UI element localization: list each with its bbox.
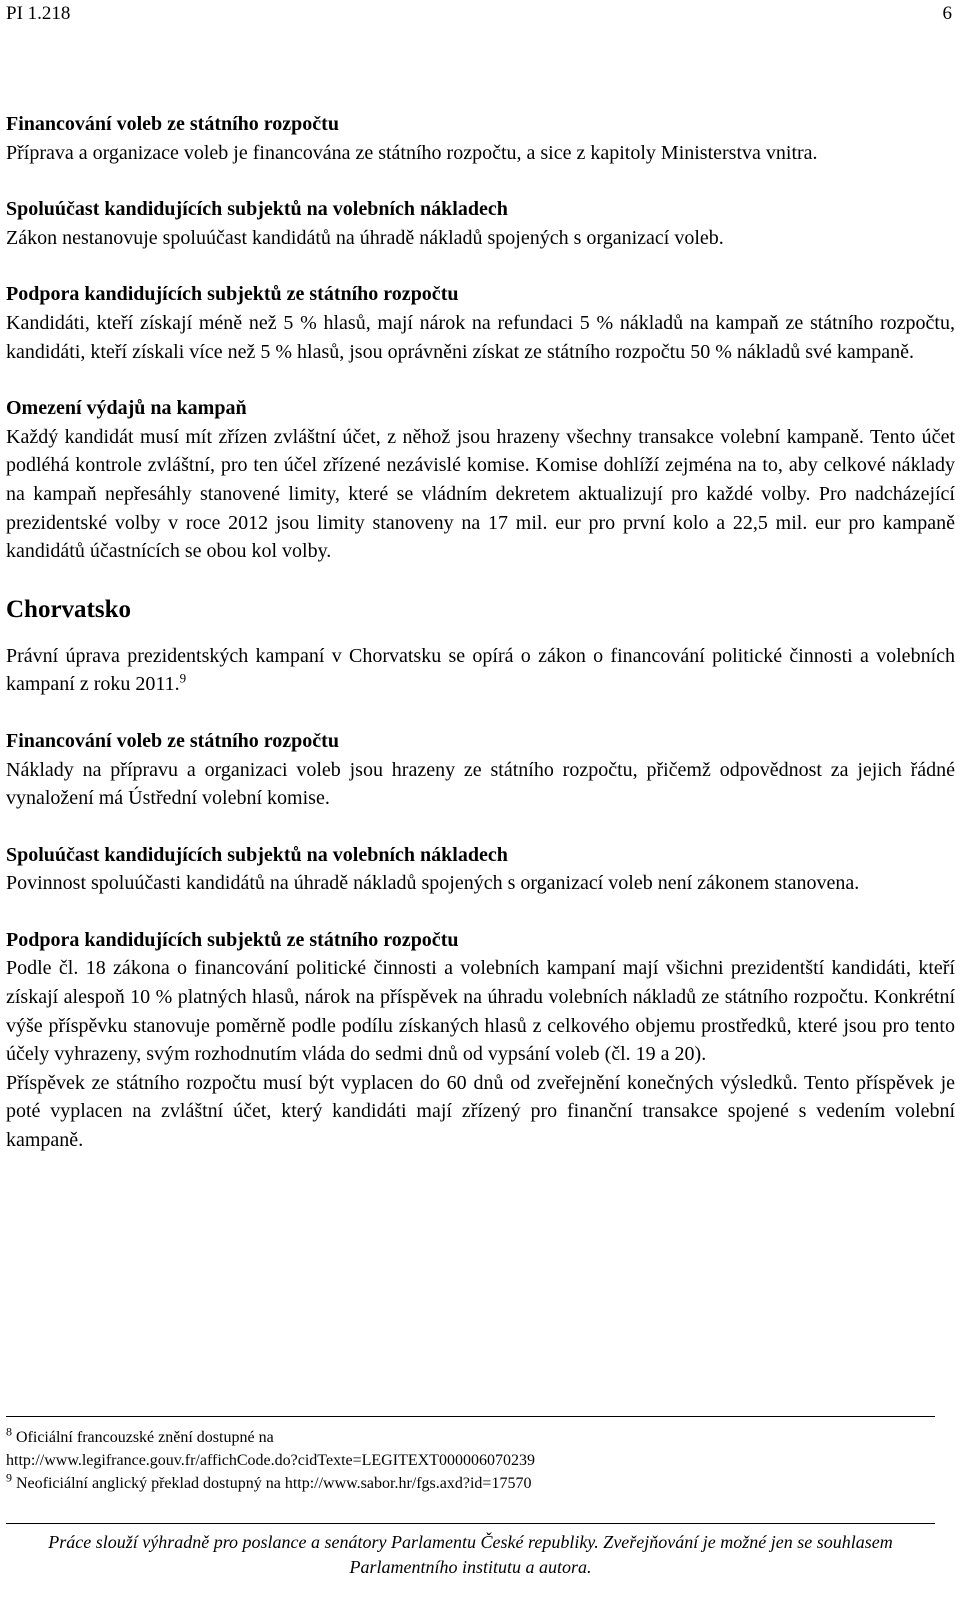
section-croatia-state-funding (6, 727, 955, 813)
section-state-funding (6, 110, 955, 167)
footnote-divider (6, 1416, 935, 1417)
footnote-reference: 9 (179, 670, 187, 686)
page-footer (6, 1523, 935, 1580)
section-heading: Spoluúčast kandidujících subjektů na volebních nákladech (6, 843, 508, 866)
footer-divider (6, 1523, 935, 1524)
section-heading: Financování voleb ze státního rozpočtu (6, 729, 339, 752)
section-paragraph: Příspěvek ze státního rozpočtu musí být vyplacen do 60 dnů od zveřejnění konečných výsledků. Tento příspěvek je poté vyplacen na zvláštní účet, který kandidáti mají zřízený pro finanční transakce spojené s vedením volební kampaně. (6, 1071, 955, 1152)
footnote-text: Oficiální francouzské znění dostupné na (16, 1429, 274, 1446)
section-paragraph: Náklady na přípravu a organizaci voleb jsou hrazeny ze státního rozpočtu, přičemž odpovědnost za jejich řádné vynaložení má Ústřední volební komise. (6, 758, 955, 810)
section-croatia-candidate-participation (6, 841, 955, 898)
footnotes (6, 1416, 935, 1495)
section-paragraph: Každý kandidát musí mít zřízen zvláštní účet, z něhož jsou hrazeny všechny transakce volební kampaně. Tento účet podléhá kontrole zvláštní, pro ten účel zřízené nezávislé komise. Komise dohlíží zejména na to, aby celkové náklady na kampaň nepřesáhly stanovené limity, které se vládním dekretem aktualizují pro každé volby. Pro nadcházející prezidentské volby v roce 2012 jsou limity stanoveny na 17 mil. eur pro první kolo a 22,5 mil. eur pro kampaně kandidátů účastnících se obou kol volby. (6, 425, 955, 563)
footnote-number: 8 (6, 1424, 12, 1439)
section-heading: Financování voleb ze státního rozpočtu (6, 113, 339, 135)
country-heading: Chorvatsko (6, 595, 132, 623)
section-spending-limits (6, 394, 955, 566)
section-paragraph: Kandidáti, kteří získají méně než 5 % hlasů, mají nárok na refundaci 5 % nákladů na kampaň ze státního rozpočtu, kandidáti, kteří získali více než 5 % hlasů, jsou oprávněni získat ze státního rozpočtu 50 % nákladů své kampaně. (6, 311, 955, 363)
section-candidate-participation (6, 195, 955, 252)
document-id: PI 1.218 (6, 3, 71, 24)
section-paragraph: Příprava a organizace voleb je financována ze státního rozpočtu, a sice z kapitoly Ministerstva vnitra. (6, 141, 818, 164)
country-intro-text: Právní úprava prezidentských kampaní v Chorvatsku se opírá o zákon o financování politické činnosti a volebních kampaní z roku 2011. (6, 644, 955, 696)
section-paragraph: Zákon nestanovuje spoluúčast kandidátů na úhradě nákladů spojených s organizací voleb. (6, 226, 724, 249)
section-croatia-state-support (6, 926, 955, 1155)
section-country-intro (6, 642, 955, 699)
section-state-support (6, 280, 955, 366)
footnote-9 (6, 1472, 935, 1495)
footnote-8-link[interactable]: http://www.legifrance.gouv.fr/affichCode.do?cidTexte=LEGITEXT000006070239 (6, 1452, 535, 1469)
footnote-number: 9 (6, 1470, 12, 1485)
section-heading: Spoluúčast kandidujících subjektů na volebních nákladech (6, 198, 508, 221)
country-intro-paragraph (6, 642, 955, 699)
section-heading: Omezení výdajů na kampaň (6, 397, 247, 420)
footnote-8 (6, 1426, 935, 1449)
section-paragraph: Podle čl. 18 zákona o financování politické činnosti a volebních kampaní mají všichni prezidentští kandidáti, kteří získají alespoň 10 % platných hlasů, nárok na příspěvek na úhradu volebních nákladů ze státního rozpočtu. Konkrétní výše příspěvku stanovuje poměrně podle podílu získaných hlasů z celkového objemu prostředků, které jsou pro tento účely vyhrazeny, svým rozhodnutím vláda do sedmi dnů od vypsání voleb (čl. 19 a 20). (6, 957, 955, 1066)
page-content (6, 110, 955, 1183)
section-heading: Podpora kandidujících subjektů ze státního rozpočtu (6, 928, 459, 951)
section-paragraph: Povinnost spoluúčasti kandidátů na úhradě nákladů spojených s organizací voleb není zákonem stanovena. (6, 872, 860, 895)
section-heading: Podpora kandidujících subjektů ze státního rozpočtu (6, 283, 459, 306)
page-number: 6 (942, 3, 952, 24)
footer-disclaimer: Práce slouží výhradně pro poslance a senátory Parlamentu České republiky. Zveřejňování je možné jen se souhlasem Parlamentního institutu a autora. (48, 1532, 893, 1577)
footnote-text: Neoficiální anglický překlad dostupný na http://www.sabor.hr/fgs.axd?id=17570 (16, 1475, 532, 1492)
